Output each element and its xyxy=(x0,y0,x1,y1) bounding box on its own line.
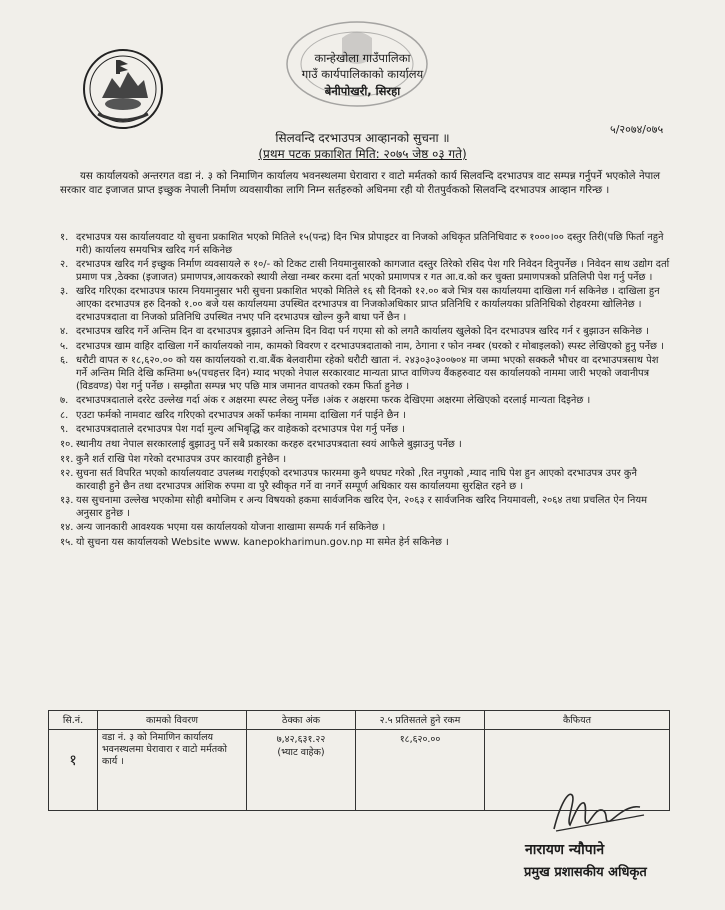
condition-number: १४. xyxy=(60,522,74,534)
condition-item xyxy=(60,232,670,257)
cell-percent-amount: १८,६२०.०० xyxy=(356,730,485,811)
condition-number: १०. xyxy=(60,438,74,450)
intro-paragraph: यस कार्यालयको अन्तरगत वडा नं. ३ को निमाणिन कार्यालय भवनस्थलमा घेरावारा र वाटो मर्मतको कार्य सिलवन्दि दरभाउपत्र वाट सम्पन्न गर्नुपर्ने भएकोले नेपाल सरकार वाट इजाजत प्राप्त इच्छुक नेपाली निर्माण व्यवसायीका लागि निम्न सर्तहरुको अधिनमा रही यो रीतपुर्वकको सिलवन्दि दरभाउपत्र आव्हान गरिन्छ । xyxy=(60,171,660,196)
condition-text: धरौटी वापत रु १८,६२०.०० को यस कार्यालयको रा.वा.बैंक बेलवारीमा रहेको धरौटी खाता नं. २४३०३०३००७०४ मा जम्मा भएको सक्कलै भौचर वा दरभाउपत्रसाथ पेश गर्ने अन्तिम मिति देखि कम्तिमा ७५(पचहत्तर दिन) म्याद भएको नेपाल सरकारवाट मान्यता प्राप्त वाणिज्य वैंकहरुवाट यस कार्यालयको नाममा जारी भएको जवानीपत्र (विडवण्ड) पेश गर्नु पर्नेछ । सम्झौता सम्पन्न भए पछि मात्र जमानत वापतको रकम फिर्ता हुनेछ । xyxy=(76,355,659,392)
table-header-row xyxy=(49,711,670,730)
header-percent: २.५ प्रतिसतले हुने रकम xyxy=(356,711,485,730)
condition-text: यस सुचनामा उल्लेख भएकोमा सोही बमोजिम र अन्य विषयको हकमा सार्वजनिक खरिद ऐन, २०६३ र सार्वजनिक खरिद नियमावली, २०६४ तथा प्रचलित ऐन नियम अनुसार हुनेछ । xyxy=(76,495,647,519)
signatory-title: प्रमुख प्रशासकीय अधिकृत xyxy=(524,865,647,880)
condition-text: दरभाउपत्र खाम वाहिर दाखिला गर्ने कार्यालयको नाम, कामको विवरण र दरभाउपत्रदाताको नाम, ठेगाना र फोन नम्बर (घरको र मोबाइलको) स्पस्ट लेखिएको हुनु पर्नेछ । xyxy=(76,340,664,352)
condition-text: दरभाउपत्र यस कार्यालयवाट यो सुचना प्रकाशित भएको मितिले १५(पन्द्र) दिन भित्र प्रोपाइटर वा निजको अधिकृत प्रतिनिधिवाट रु १०००।०० दस्तुर तिरी(पछि फिर्ता नहुने गरी) कार्यालय समयभित्र खरिद गर्न सकिनेछ xyxy=(76,232,664,256)
header-remarks: कैफियत xyxy=(485,711,670,730)
condition-item xyxy=(60,326,670,339)
header-sn: सि.नं. xyxy=(49,711,98,730)
condition-item xyxy=(60,468,670,493)
condition-item xyxy=(60,286,670,324)
notice-subtitle: (प्रथम पटक प्रकाशित मिति: २०७५ जेष्ठ ०३ गते) xyxy=(258,147,467,161)
header-amount: ठेक्का अंक xyxy=(247,711,356,730)
signatory-name: नारायण न्यौपाने xyxy=(525,842,605,858)
condition-text: यो सुचना यस कार्यालयको Website www. kanepokharimun.gov.np मा समेत हेर्न सकिनेछ । xyxy=(76,537,449,549)
reference-number: ५/२०७४/०७५ xyxy=(610,123,664,136)
condition-text: दरभाउपत्र खरिद गर्न इच्छुक निर्माण व्यवसायले रु १०/- को टिकट टासी नियमानुसारको कागजात दस्तुर तिरेको रसिद पेश गरि निवेदन दिनुपर्नेछ । निवेदन साथ उद्योग दर्ता प्रमाण पत्र ,ठेक्का (इजाजत) प्रमाणपत्र,आयकरको स्थायी लेखा नम्बर करमा दर्ता भएको प्रमाणपत्र र गत आ.व.को कर चुक्ता प्रमाणपत्रको प्रतिलिपी पेश गर्नु पर्नेछ । xyxy=(76,259,670,283)
office-location: बेनीपोखरी, सिरहा xyxy=(324,84,401,98)
condition-number: ६. xyxy=(60,355,69,367)
municipality-name: कान्हेखोला गाउँपालिका xyxy=(314,51,411,65)
condition-text: दरभाउपत्र खरिद गर्ने अन्तिम दिन वा दरभाउपत्र बुझाउने अन्तिम दिन विदा पर्न गएमा सो को लगतै कार्यालय खुलेको दिन दरभाउपत्र खरिद गर्न र बुझाउन सकिनेछ । xyxy=(76,326,649,338)
amount-value: ७,४२,६३१.२२ xyxy=(276,734,326,745)
handwritten-signature xyxy=(548,785,648,835)
cell-sn: १ xyxy=(49,730,98,811)
condition-item xyxy=(60,522,670,535)
condition-number: १. xyxy=(60,232,69,243)
condition-number: ३. xyxy=(60,286,69,298)
condition-item xyxy=(60,537,670,550)
condition-number: ९. xyxy=(60,424,69,436)
header-work: कामको विवरण xyxy=(98,711,247,730)
condition-item xyxy=(60,439,670,452)
condition-item xyxy=(60,454,670,467)
condition-number: ४. xyxy=(60,326,69,338)
notice-title: सिलवन्दि दरभाउपत्र आव्हानको सुचना ॥ xyxy=(275,131,450,145)
condition-text: अन्य जानकारी आवश्यक भएमा यस कार्यालयको योजना शाखामा सम्पर्क गर्न सकिनेछ । xyxy=(76,522,386,534)
condition-item xyxy=(60,395,670,408)
condition-item xyxy=(60,355,670,393)
condition-number: ५. xyxy=(60,340,69,352)
amount-note: (भ्याट वाहेक) xyxy=(277,747,325,758)
condition-number: १२. xyxy=(60,468,74,480)
cell-work: वडा नं. ३ को निमाणिन कार्यालय भवनस्थलमा घेरावारा र वाटो मर्मतको कार्य । xyxy=(98,730,247,811)
condition-text: दरभाउपत्रदाताले दरभाउपत्र पेश गर्दा मुल्य अभिबृद्धि कर वाहेकको दरभाउपत्र पेश गर्नु पर्नेछ । xyxy=(76,424,405,436)
condition-item xyxy=(60,410,670,423)
condition-number: १३. xyxy=(60,495,74,507)
condition-number: २. xyxy=(60,259,69,271)
condition-text: दरभाउपत्रदाताले दररेट उल्लेख गर्दा अंक र अक्षरमा स्पस्ट लेख्नु पर्नेछ ।अंक र अक्षरमा फरक देखिएमा अक्षरमा लेखिएको दरलाई मान्यता दिइनेछ । xyxy=(76,395,591,407)
condition-item xyxy=(60,259,670,284)
condition-number: ११. xyxy=(60,453,74,465)
condition-text: कुनै शर्त राखि पेश गरेको दरभाउपत्र उपर कारवाही हुनेछैन । xyxy=(76,453,287,465)
condition-item xyxy=(60,495,670,520)
condition-item xyxy=(60,341,670,354)
condition-text: सुचना सर्त विपरित भएको कार्यालयवाट उपलब्ध गराईएको दरभाउपत्र फारममा कुनै थपघट गरेको ,रित नपुगको ,म्याद नाघि पेश हुन आएको दरभाउपत्र उपर कुनै कारवाही हुने छैन तथा दरभाउपत्र आंशिक रुपमा वा पुरै स्वीकृत गर्ने वा नगर्ने सम्पूर्ण अधिकार यस कार्यालयमा सुरक्षित रहने छ । xyxy=(76,468,637,492)
condition-text: एउटा फर्मको नामवाट खरिद गरिएको दरभाउपत्र अर्को फर्मका नाममा दाखिला गर्न पाईने छैन । xyxy=(76,409,406,421)
notice-title-block xyxy=(0,130,725,162)
condition-number: १५. xyxy=(60,537,74,549)
cell-amount xyxy=(247,730,356,811)
office-name: गाउँ कार्यपालिकाको कार्यालय xyxy=(301,67,424,81)
conditions-list xyxy=(60,232,670,552)
condition-number: ७. xyxy=(60,395,69,407)
condition-text: स्थानीय तथा नेपाल सरकारलाई बुझाउनु पर्ने सबै प्रकारका करहरु दरभाउपत्रदाता स्वयं आफैले बुझाउनु पर्नेछ । xyxy=(76,438,462,450)
condition-text: खरिद गरिएका दरभाउपत्र फारम नियमानुसार भरी सुचना प्रकाशित भएको मितिले १६ सौ दिनको १२.०० बजे भित्र यस कार्यालयमा दाखिला गर्न सकिनेछ । दाखिला हुन आएका दरभाउपत्र हरु दिनको १.०० बजे यस कार्यालयमा उपस्थित दरभाउपत्र वा निजकोअधिकार प्राप्त प्रतिनिधि र कार्यालयका प्रतिनिधिको रोहवरमा खोलिनेछ । दरभाउपत्रदाता वा निजको प्रतिनिधि उपस्थित नभए पनि दरभाउपत्र खोल्न कुनै बाधा पर्ने छैन । xyxy=(76,286,660,323)
condition-number: ८. xyxy=(60,409,69,421)
condition-item xyxy=(60,424,670,437)
